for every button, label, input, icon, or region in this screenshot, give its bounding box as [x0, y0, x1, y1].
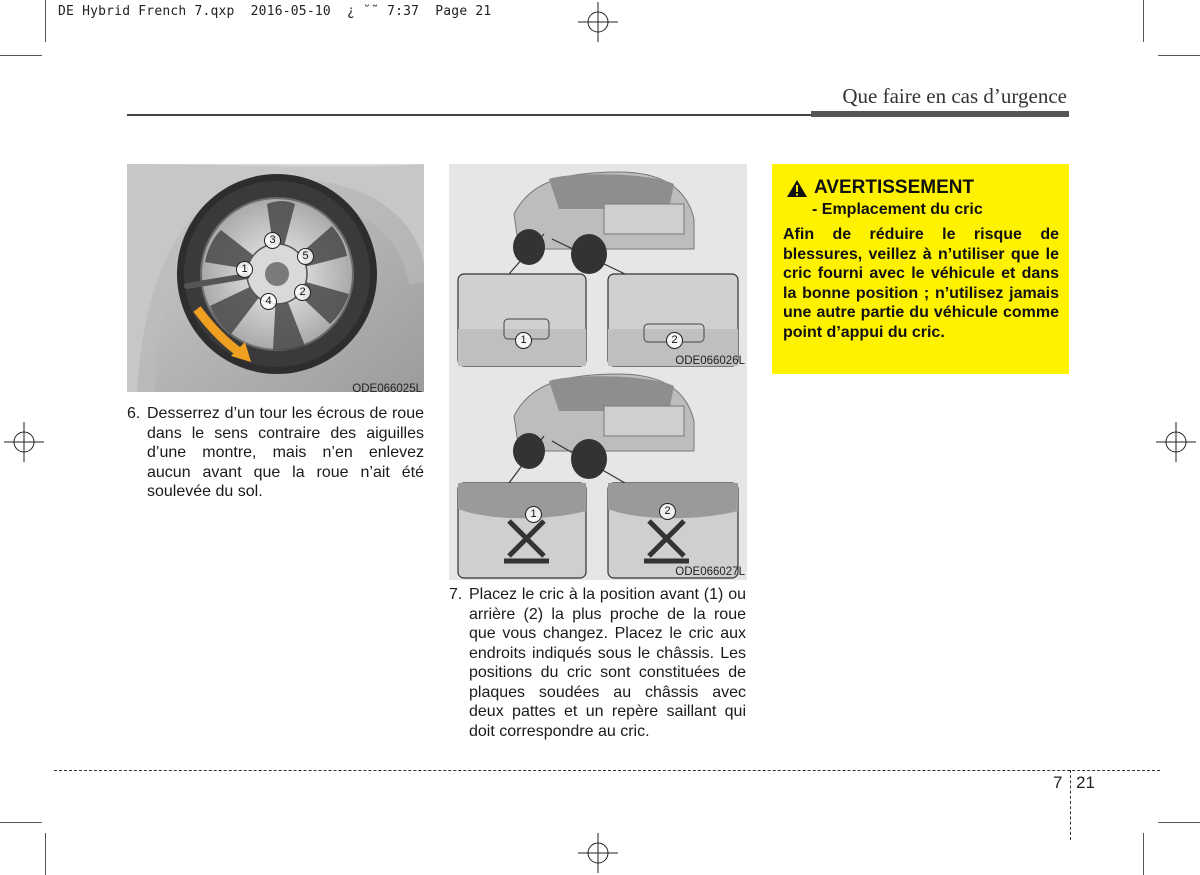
warning-box — [772, 164, 1069, 374]
crop-mark — [1158, 55, 1200, 56]
registration-mark-icon — [1156, 417, 1200, 467]
callout-2: 2 — [294, 284, 311, 301]
callout-2: 2 — [659, 503, 676, 520]
crop-mark — [0, 822, 42, 823]
callout-1: 1 — [236, 261, 253, 278]
step-number: 7. — [449, 586, 463, 603]
registration-mark-icon — [0, 417, 44, 467]
registration-mark-icon — [573, 833, 623, 873]
callout-1: 1 — [515, 332, 532, 349]
crop-mark — [45, 0, 46, 42]
warning-subtitle: - Emplacement du cric — [812, 201, 983, 218]
warning-title: AVERTISSEMENT — [814, 177, 975, 198]
jack-point-illustration-top — [449, 164, 747, 371]
callout-5: 5 — [297, 248, 314, 265]
figure-code: ODE066025L — [352, 383, 422, 395]
callout-1: 1 — [525, 506, 542, 523]
step-7 — [449, 585, 746, 741]
step-number: 6. — [127, 405, 141, 422]
step-6 — [127, 404, 424, 502]
wheel-illustration — [127, 164, 424, 398]
warning-body: Afin de réduire le risque de blessures, veillez à n’utiliser que le cric fourni avec le véhicule et dans la bonne position ; n’utilisez jamais une autre partie du véhicule comme point d’appui du cric. — [783, 226, 1059, 341]
jack-point-illustration-bottom — [449, 371, 747, 580]
registration-mark-icon — [573, 2, 623, 42]
callout-2: 2 — [666, 332, 683, 349]
page-number: 21 — [1076, 773, 1095, 792]
print-slug: DE Hybrid French 7.qxp 2016-05-10 ¿ ˘˜ 7:37 Page 21 — [58, 4, 492, 19]
footer-dashed-divider — [1070, 770, 1071, 840]
crop-mark — [0, 55, 42, 56]
wheel-drawing — [127, 164, 424, 398]
callout-4: 4 — [260, 293, 277, 310]
header-rule-thick — [811, 111, 1069, 117]
crop-mark — [45, 833, 46, 875]
chapter-number: 7 — [1053, 773, 1063, 792]
crop-mark — [1158, 822, 1200, 823]
car-underbody-drawing — [449, 164, 747, 371]
step-text: Placez le cric à la position avant (1) ou arrière (2) la plus proche de la roue que vous changez. Placez le cric aux endroits indiqués sous le châssis. Les positions du cric sont constituées de plaques soudées au châssis avec deux pattes et un repère saillant qui doit correspondre au cric. — [469, 586, 746, 740]
warning-header — [786, 177, 974, 199]
section-title: Que faire en cas d’urgence — [842, 84, 1067, 108]
header-rule — [127, 114, 811, 116]
figure-code: ODE066026L — [675, 355, 745, 367]
crop-mark — [1143, 833, 1144, 875]
step-text: Desserrez d’un tour les écrous de roue dans le sens contraire des aiguilles d’une montre, mais n’en enlevez aucun avant que la roue n’ait été soulevée du sol. — [147, 405, 424, 500]
crop-mark — [1143, 0, 1144, 42]
callout-3: 3 — [264, 232, 281, 249]
warning-triangle-icon — [786, 179, 808, 198]
jack-under-car-drawing — [449, 371, 747, 580]
figure-code: ODE066027L — [675, 566, 745, 578]
footer-dashed-rule — [54, 770, 1160, 771]
